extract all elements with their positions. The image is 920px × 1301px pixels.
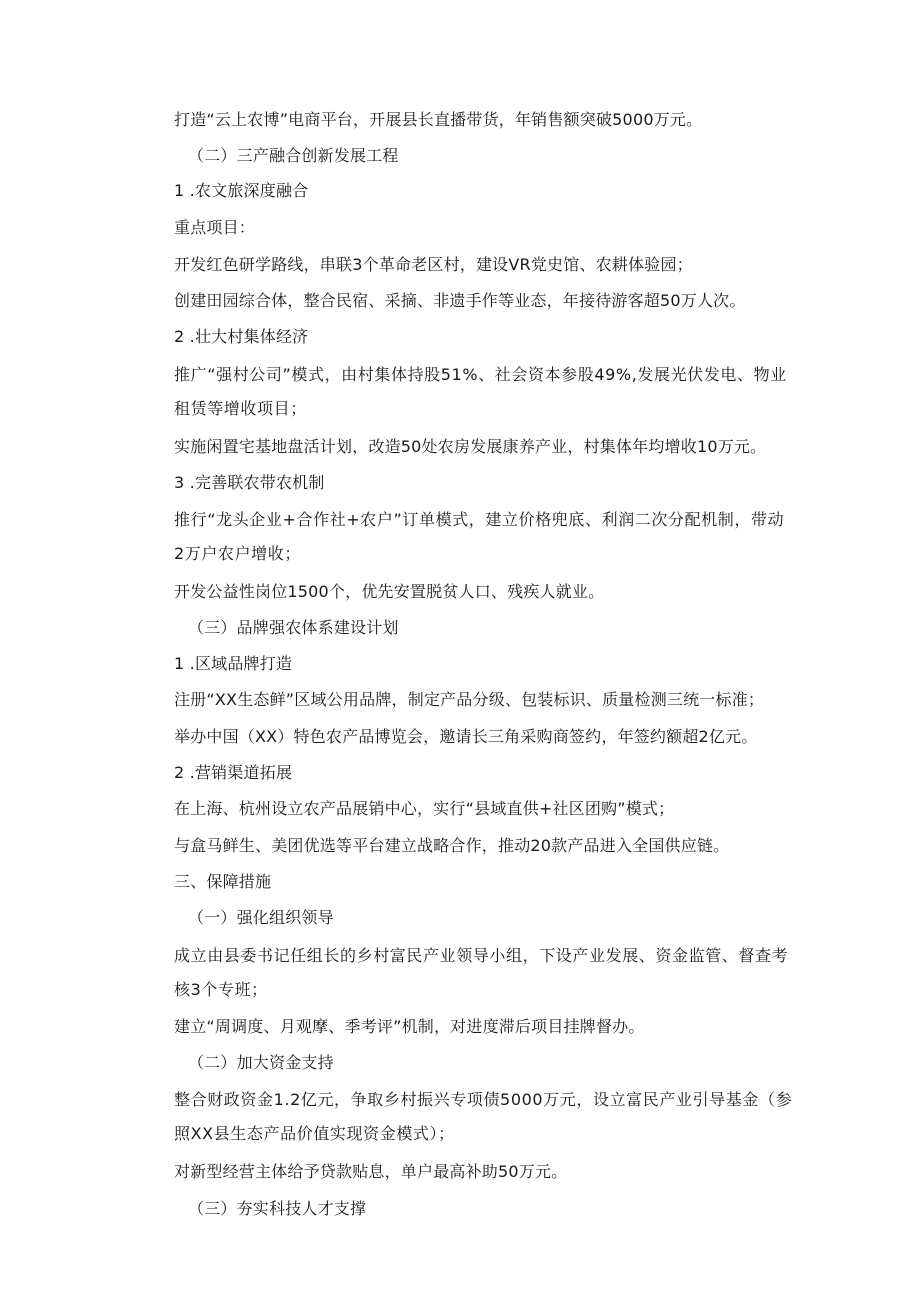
paragraph: 成立由县委书记任组长的乡村富民产业领导小组，下设产业发展、资金监管、督查考核3个专班； <box>174 946 789 999</box>
paragraph: 注册“XX生态鲜”区域公用品牌，制定产品分级、包装标识、质量检测三统一标准； <box>174 690 765 709</box>
section-heading: （一）强化组织领导 <box>188 908 334 927</box>
subsection-heading: 3 .完善联农带农机制 <box>174 473 325 492</box>
subsection-heading: 1 .农文旅深度融合 <box>174 181 309 200</box>
chapter-heading: 三、保障措施 <box>174 872 272 891</box>
section-heading: （三）品牌强农体系建设计划 <box>188 618 399 637</box>
section-heading: （二）加大资金支持 <box>188 1053 334 1072</box>
paragraph: 举办中国（XX）特色农产品博览会，邀请长三角采购商签约，年签约额超2亿元。 <box>174 727 758 746</box>
paragraph: 开发红色研学路线，串联3个革命老区村，建设VR党史馆、农耕体验园； <box>174 255 693 274</box>
paragraph: 与盒马鲜生、美团优选等平台建立战略合作，推动20款产品进入全国供应链。 <box>174 836 730 855</box>
paragraph: 实施闲置宅基地盘活计划，改造50处农房发展康养产业，村集体年均增收10万元。 <box>174 437 767 456</box>
paragraph: 整合财政资金1.2亿元，争取乡村振兴专项债5000万元，设立富民产业引导基金（参照XX县生态产品价值实现资金模式）； <box>174 1090 793 1143</box>
paragraph: 重点项目： <box>174 218 256 237</box>
paragraph: 创建田园综合体，整合民宿、采摘、非遗手作等业态，年接待游客超50万人次。 <box>174 291 746 310</box>
subsection-heading: 1 .区域品牌打造 <box>174 654 293 673</box>
paragraph: 开发公益性岗位1500个，优先安置脱贫人口、残疾人就业。 <box>174 582 605 601</box>
paragraph: 对新型经营主体给予贷款贴息，单户最高补助50万元。 <box>174 1162 568 1181</box>
paragraph: 推广“强村公司”模式，由村集体持股51%、社会资本参股49%,发展光伏发电、物业租赁等增收项目； <box>174 365 787 418</box>
section-heading: （三）夯实科技人才支撑 <box>188 1199 367 1218</box>
paragraph: 建立“周调度、月观摩、季考评”机制，对进度滞后项目挂牌督办。 <box>174 1017 645 1036</box>
paragraph: 推行“龙头企业+合作社+农户”订单模式，建立价格兜底、利润二次分配机制，带动2万户农户增收； <box>174 510 785 563</box>
section-heading: （二）三产融合创新发展工程 <box>188 146 399 165</box>
paragraph: 在上海、杭州设立农产品展销中心，实行“县域直供+社区团购”模式； <box>174 799 675 818</box>
subsection-heading: 2 .壮大村集体经济 <box>174 327 309 346</box>
subsection-heading: 2 .营销渠道拓展 <box>174 763 293 782</box>
paragraph: 打造“云上农博”电商平台，开展县长直播带货，年销售额突破5000万元。 <box>174 110 703 129</box>
